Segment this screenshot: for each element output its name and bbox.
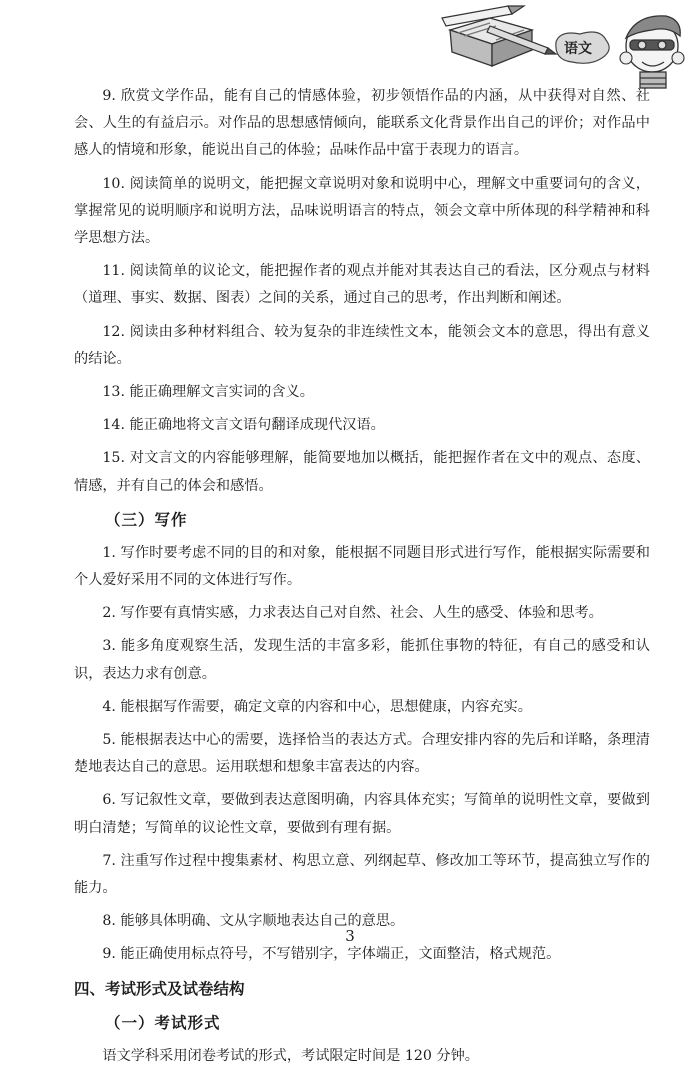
exam-form-heading: （一）考试形式	[105, 1013, 221, 1032]
list-item: 9. 欣赏文学作品，能有自己的情感体验，初步领悟作品的内涵，从中获得对自然、社会、人生的有益启示。对作品的思想感情倾向，能联系文化背景作出自己的评价；对作品中感人的情境和形象，能说出自己的体验；品味作品中富于表现力的语言。	[74, 88, 650, 159]
section-heading: 四、考试形式及试卷结构	[74, 979, 245, 998]
list-item: 6. 写记叙性文章，要做到表达意图明确，内容具体充实；写简单的说明性文章，要做到明白清楚；写简单的议论性文章，要做到有理有据。	[74, 792, 650, 836]
list-item: 2. 写作要有真情实感，力求表达自己对自然、社会、人生的感受、体验和思考。	[102, 605, 603, 622]
writing-list	[74, 540, 650, 969]
list-item: 1. 写作时要考虑不同的目的和对象，能根据不同题目形式进行写作，能根据实际需要和个人爱好采用不同的文体进行写作。	[74, 544, 650, 589]
header-illustration	[430, 0, 700, 90]
list-item: 3. 能多角度观察生活，发现生活的丰富多彩，能抓住事物的特征，有自己的感受和认识，表达力求有创意。	[74, 638, 650, 682]
list-item: 9. 能正确使用标点符号，不写错别字，字体端正，文面整洁，格式规范。	[102, 946, 561, 963]
list-item: 13. 能正确理解文言实词的含义。	[102, 384, 314, 401]
list-item: 14. 能正确地将文言文语句翻译成现代汉语。	[102, 417, 385, 434]
list-item: 5. 能根据表达中心的需要，选择恰当的表达方式。合理安排内容的先后和详略，条理清楚地表达自己的意思。运用联想和想象丰富表达的内容。	[74, 732, 650, 776]
writing-heading: （三）写作	[105, 510, 188, 529]
page-content	[74, 83, 650, 1070]
exam-form-text: 语文学科采用闭卷考试的形式，考试限定时间是 120 分钟。	[102, 1047, 479, 1064]
page-number: 3	[345, 927, 355, 945]
list-item: 7. 注重写作过程中搜集素材、构思立意、列纲起草、修改加工等环节，提高独立写作的能力。	[74, 852, 650, 897]
list-item: 12. 阅读由多种材料组合、较为复杂的非连续性文本，能领会文本的意思，得出有意义的结论。	[74, 323, 650, 367]
list-item: 15. 对文言文的内容能够理解，能简要地加以概括，能把握作者在文中的观点、态度、情感，并有自己的体会和感悟。	[74, 450, 650, 494]
reading-list	[74, 83, 650, 500]
list-item: 4. 能根据写作需要，确定文章的内容和中心，思想健康，内容充实。	[102, 698, 532, 715]
list-item: 11. 阅读简单的议论文，能把握作者的观点并能对其表达自己的看法，区分观点与材料（道理、事实、数据、图表）之间的关系，通过自己的思考，作出判断和阐述。	[74, 263, 650, 307]
list-item: 10. 阅读简单的说明文，能把握文章说明对象和说明中心，理解文中重要词句的含义，掌握常见的说明顺序和说明方法，品味说明语言的特点，领会文章中所体现的科学精神和科学思想方法。	[74, 175, 650, 247]
list-item: 8. 能够具体明确、文从字顺地表达自己的意思。	[102, 913, 405, 930]
subject-badge: 语文	[564, 41, 592, 57]
